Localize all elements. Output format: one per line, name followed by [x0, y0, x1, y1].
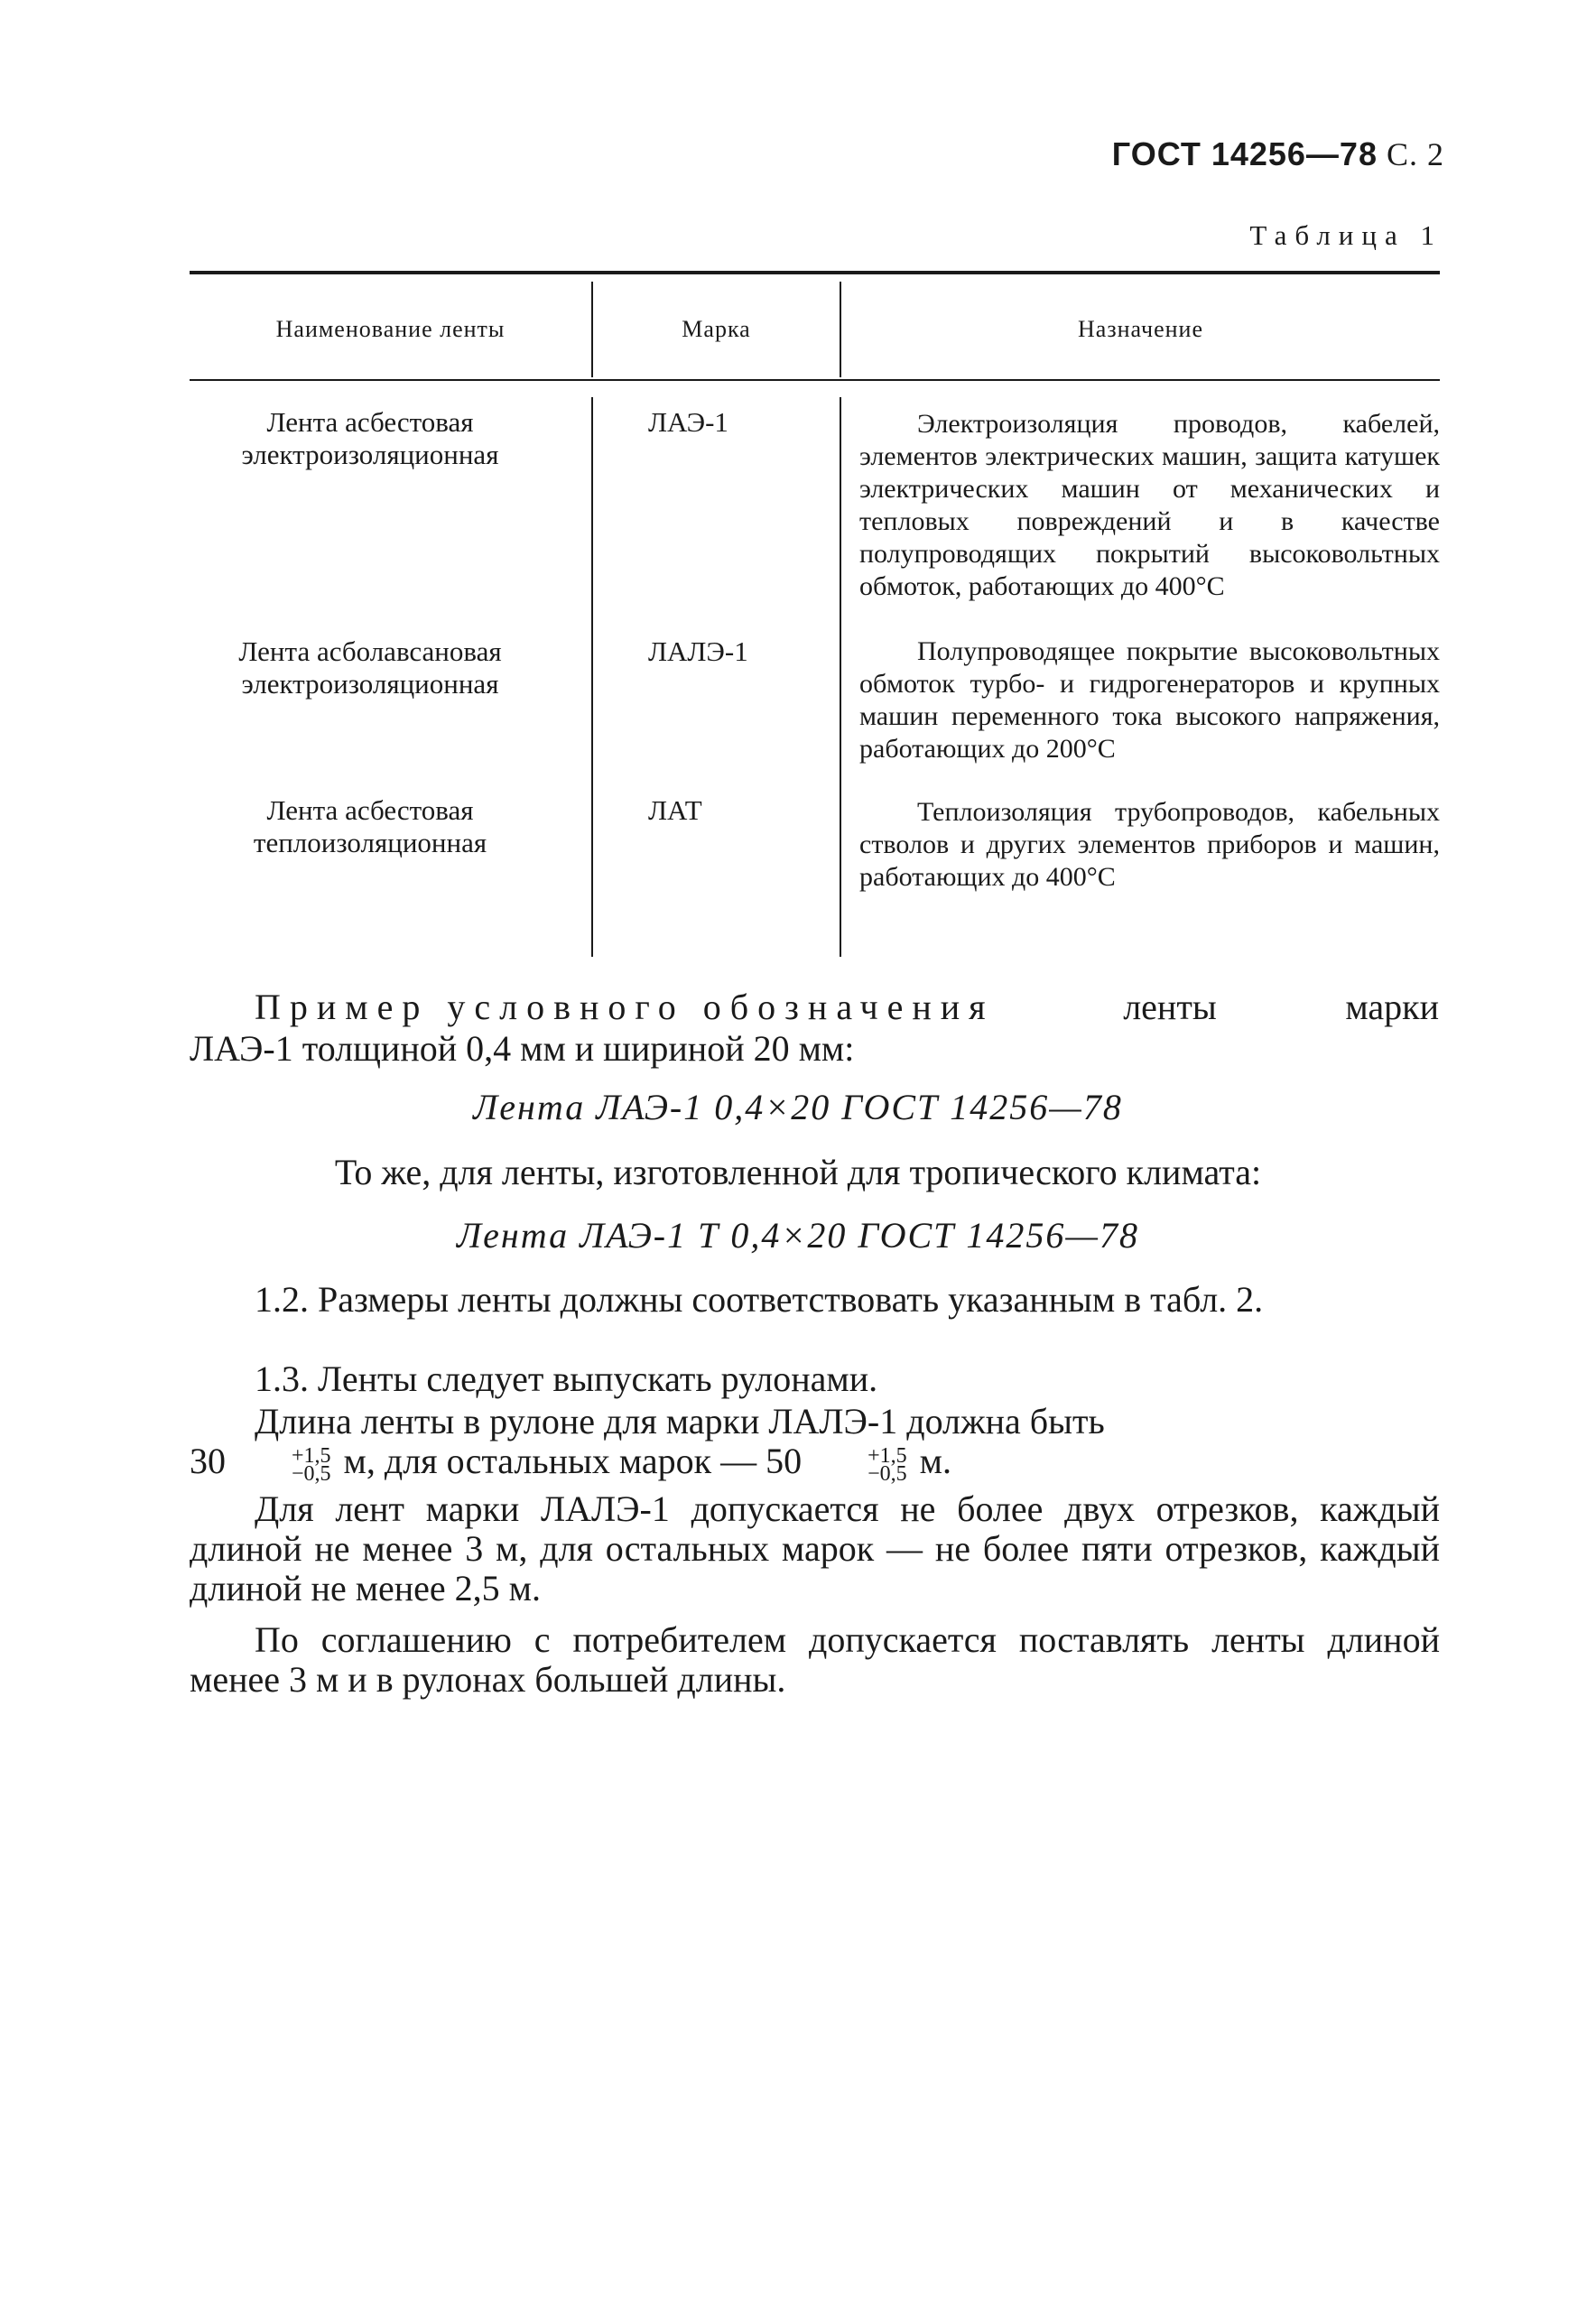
agreement-paragraph: По соглашению с потребителем допускается поставлять ленты длиной менее 3 м и в рулонах большей длины.	[190, 1619, 1440, 1700]
designation-formula-2: Лента ЛАЭ-1 Т 0,4×20 ГОСТ 14256—78	[457, 1215, 1139, 1256]
column-header-mark: Марка	[682, 316, 751, 342]
table-caption: Таблица 1	[1249, 219, 1443, 251]
example-intro-spaced: Пример условного обозначения	[255, 987, 995, 1027]
example-intro-word-1: ленты	[1123, 987, 1217, 1027]
table-header-rule	[190, 379, 1440, 381]
example-intro-line	[255, 986, 1439, 1028]
clause-1-2: 1.2. Размеры ленты должны соответствовать указанным в табл. 2.	[255, 1279, 1264, 1320]
standard-number: ГОСТ 14256—78	[1111, 135, 1378, 172]
tolerance-1	[227, 1443, 331, 1486]
row-1-name: Лента асбестовая электроизоляционная	[241, 406, 499, 470]
roll-length-text: Длина ленты в рулоне для марки ЛАЛЭ-1 должна быть	[255, 1401, 1105, 1442]
table-top-rule	[190, 271, 1440, 274]
tolerance-2	[803, 1443, 907, 1486]
tolerance-2-upper: +1,5	[868, 1443, 907, 1468]
tapes-table	[190, 271, 1440, 966]
tolerance-1-lower: −0,5	[292, 1461, 331, 1486]
row-2-purpose: Полупроводящее покрытие высоковольтных обмоток турбо- и гидрогенераторов и крупных машин переменного тока высокого напряжения, работающих до 200°С	[859, 636, 1440, 764]
row-3-name: Лента асбестовая теплоизоляционная	[253, 794, 487, 858]
row-2-mark: ЛАЛЭ-1	[648, 635, 748, 667]
tolerance-2-lower: −0,5	[868, 1461, 907, 1486]
row-2-name: Лента асболавсановая электроизоляционная	[238, 635, 502, 700]
page-number: С. 2	[1386, 136, 1444, 172]
designation-formula-1: Лента ЛАЭ-1 0,4×20 ГОСТ 14256—78	[473, 1087, 1123, 1127]
tolerance-1-upper: +1,5	[292, 1443, 331, 1468]
row-3-purpose: Теплоизоляция трубопроводов, кабельных стволов и других элементов приборов и машин, работающих до 400°С	[859, 797, 1440, 892]
row-1-mark: ЛАЭ-1	[648, 406, 728, 438]
example-intro-line-2: ЛАЭ-1 толщиной 0,4 мм и шириной 20 мм:	[190, 1028, 855, 1069]
tropical-note: То же, для ленты, изготовленной для тропического климата:	[334, 1152, 1262, 1192]
segments-paragraph: Для лент марки ЛАЛЭ-1 допускается не более двух отрезков, каждый длиной не менее 3 м, для остальных марок — не более пяти отрезков, каждый длиной не менее 2,5 м.	[190, 1488, 1440, 1608]
roll-length-text-3: м.	[910, 1441, 951, 1481]
roll-length-paragraph	[190, 1401, 1440, 1486]
table-body-divider-2	[840, 397, 841, 957]
table-body-divider-1	[591, 397, 593, 957]
column-header-purpose: Назначение	[1078, 316, 1203, 342]
row-1-purpose: Электроизоляция проводов, кабелей, элементов электрических машин, защита катушек электрических машин от механических и тепловых повреждений и в качестве полупроводящих покрытий высоковольтных обмоток, работающих до 400°С	[859, 409, 1440, 601]
page-header	[1112, 135, 1444, 173]
clause-1-3: 1.3. Ленты следует выпускать рулонами.	[255, 1358, 878, 1399]
column-header-name: Наименование ленты	[275, 316, 506, 342]
roll-length-value-1: 30	[190, 1441, 226, 1481]
row-3-mark: ЛАТ	[648, 794, 702, 826]
roll-length-text-2: м, для остальных марок — 50	[334, 1441, 803, 1481]
example-intro-word-2: марки	[1345, 987, 1439, 1027]
